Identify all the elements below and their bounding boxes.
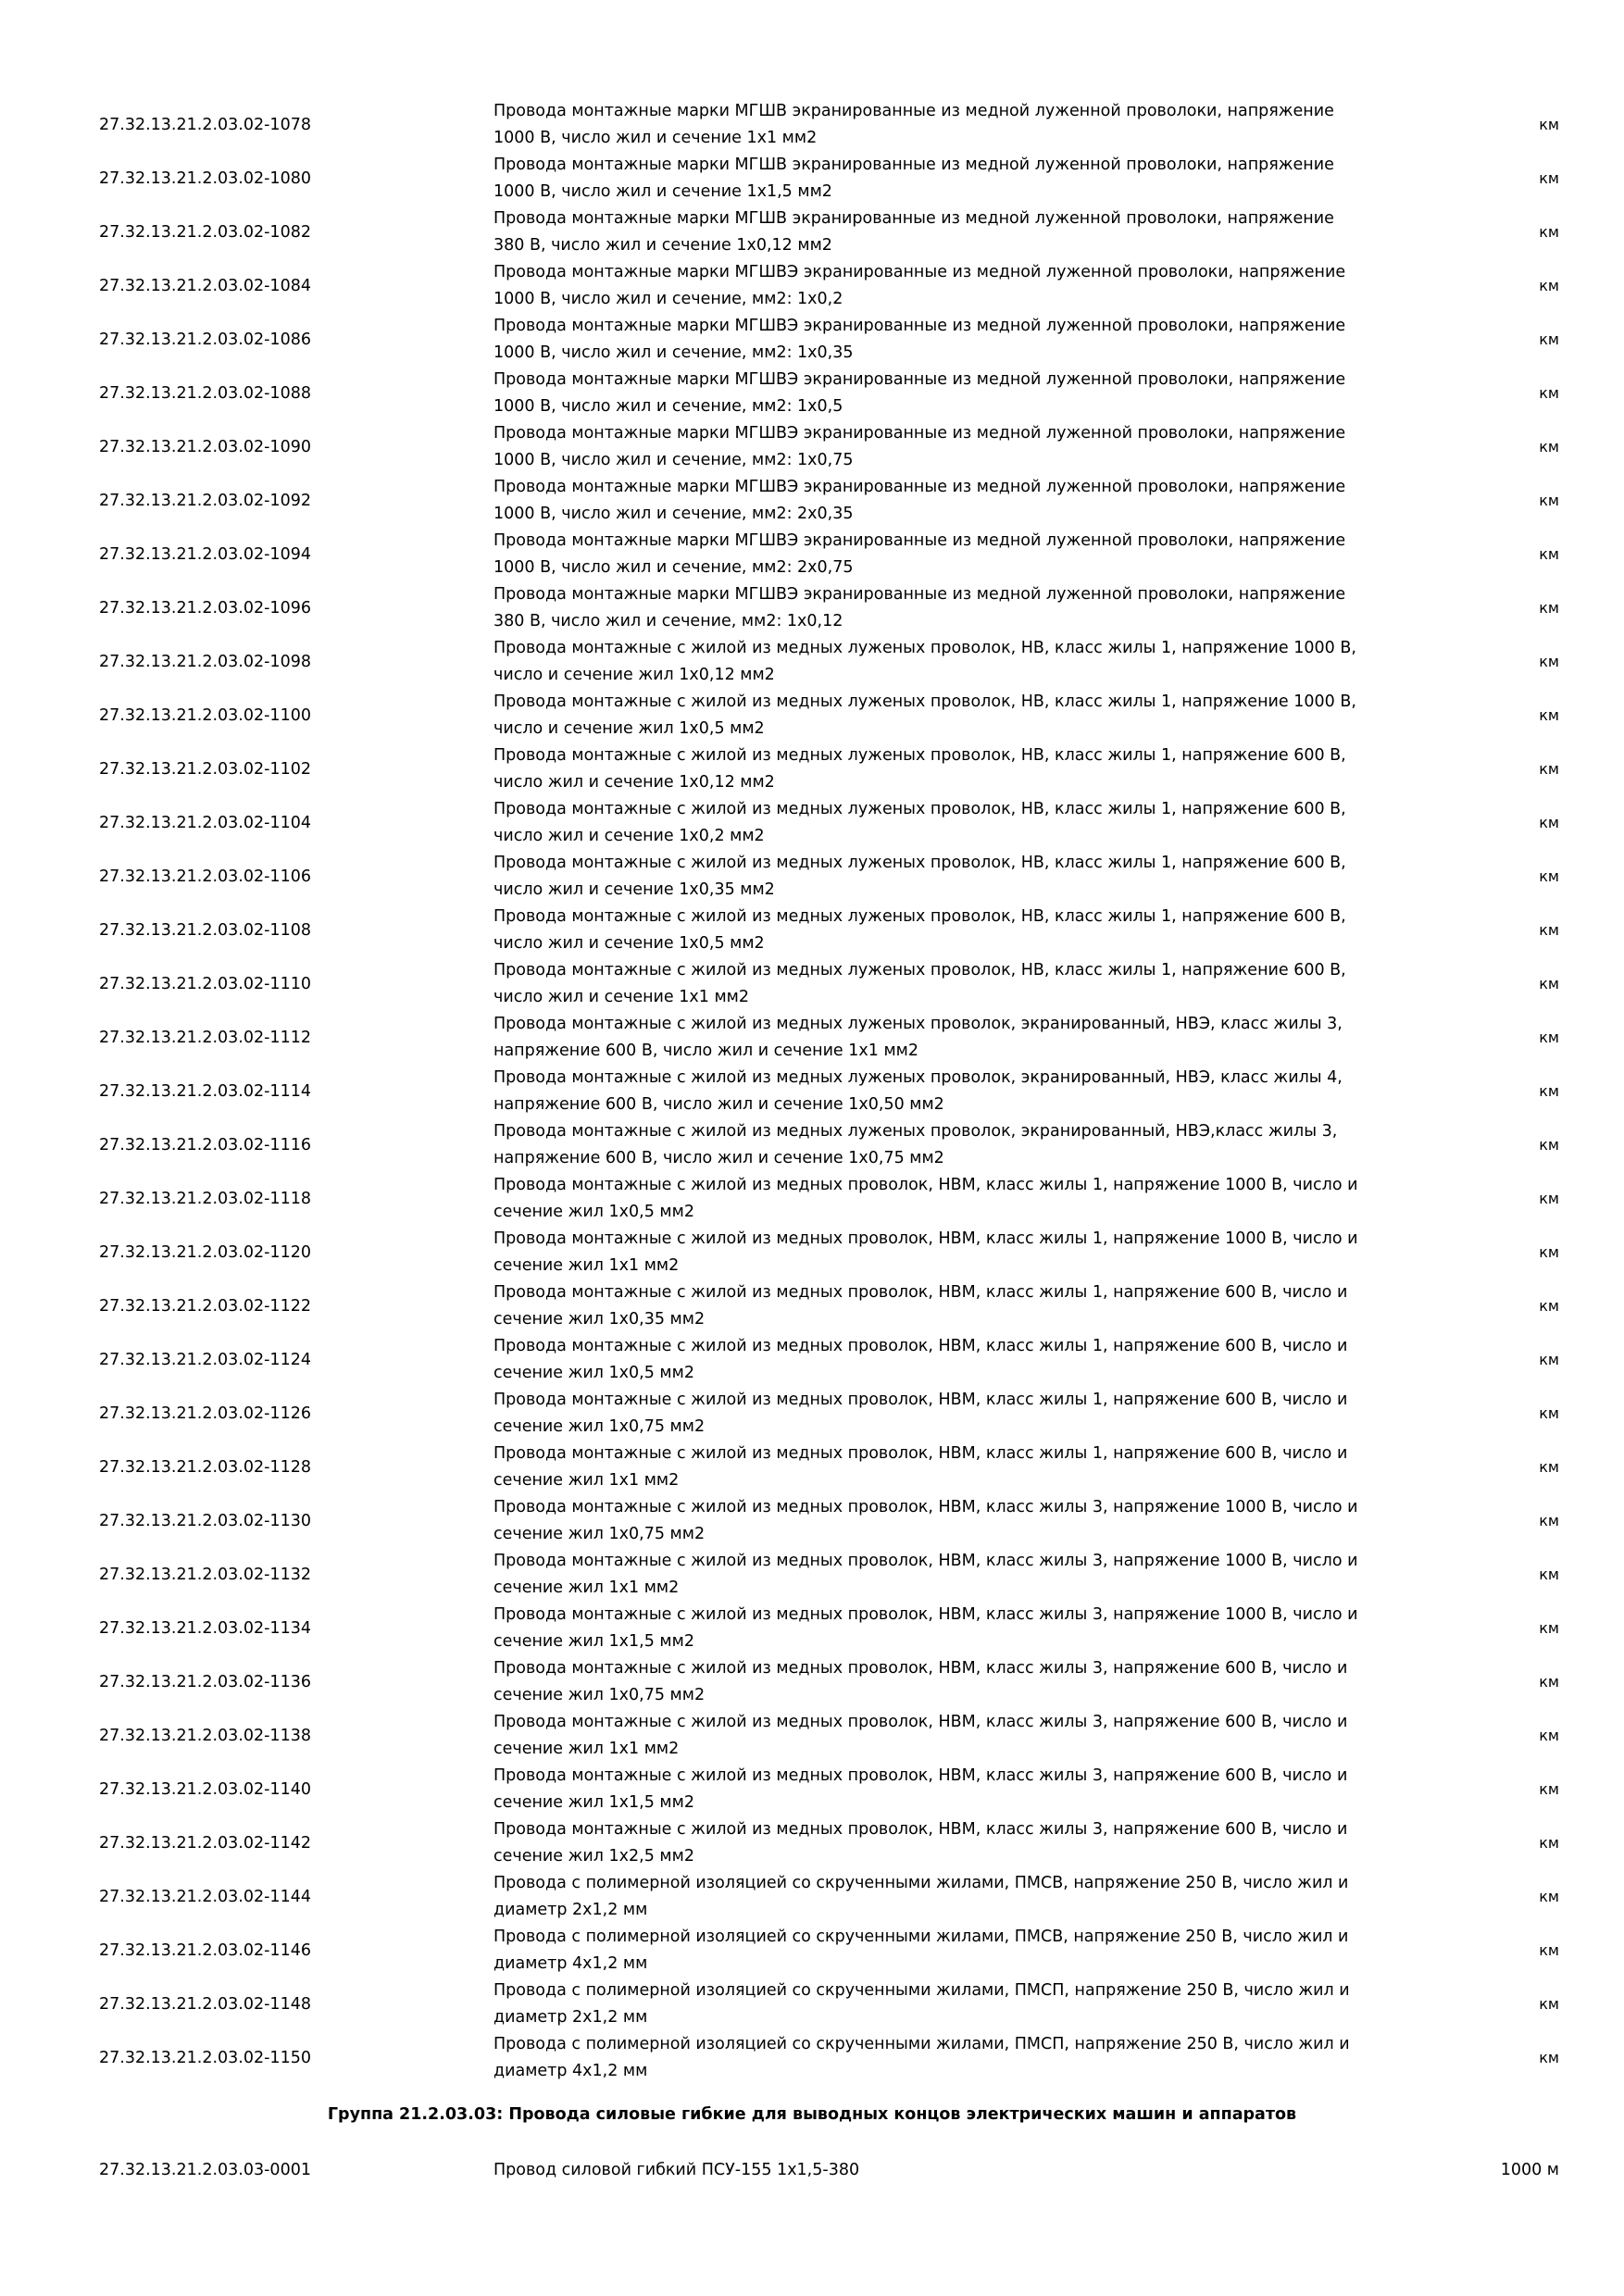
- resource-description: [493, 796, 1447, 849]
- description-line-1: Провода монтажные марки МГШВ экранированные из медной луженной проволоки, напряжение: [493, 209, 1334, 228]
- table-row: [0, 367, 1624, 420]
- description-line-2: сечение жил 1х0,75 мм2: [493, 1524, 706, 1543]
- table-row: [0, 689, 1624, 742]
- resource-unit: км: [1539, 1619, 1559, 1637]
- resource-description: [493, 1118, 1447, 1171]
- resource-description: [493, 1494, 1447, 1547]
- description-line-1: Провода монтажные с жилой из медных проволок, НВМ, класс жилы 1, напряжение 600 В, число и: [493, 1337, 1348, 1355]
- table-row: [0, 1709, 1624, 1763]
- description-line-2: сечение жил 1х1 мм2: [493, 1255, 680, 1275]
- resource-code: 27.32.13.21.2.03.02-1120: [99, 1243, 311, 1262]
- description-line-2: сечение жил 1х1 мм2: [493, 1470, 680, 1490]
- table-row: [0, 1279, 1624, 1333]
- resource-description: [493, 689, 1447, 742]
- resource-description: [493, 1924, 1447, 1977]
- resource-unit: км: [1539, 599, 1559, 617]
- description-line-1: Провода монтажные с жилой из медных проволок, НВМ, класс жилы 3, напряжение 600 В, число и: [493, 1659, 1348, 1678]
- resource-code: 27.32.13.21.2.03.02-1138: [99, 1727, 311, 1745]
- table-row: [0, 635, 1624, 689]
- resource-unit: км: [1539, 1673, 1559, 1691]
- description-line-2: число жил и сечение 1х0,12 мм2: [493, 772, 775, 792]
- description-line-1: Провода с полимерной изоляцией со скрученными жилами, ПМСВ, напряжение 250 В, число жил и: [493, 1928, 1349, 1946]
- description-line-1: Провода монтажные с жилой из медных проволок, НВМ, класс жилы 3, напряжение 600 В, число и: [493, 1820, 1348, 1839]
- description-line-1: Провода с полимерной изоляцией со скрученными жилами, ПМСВ, напряжение 250 В, число жил и: [493, 1874, 1349, 1892]
- description-line-1: Провода монтажные с жилой из медных проволок, НВМ, класс жилы 1, напряжение 600 В, число и: [493, 1391, 1348, 1409]
- table-row: [0, 742, 1624, 796]
- table-row: [0, 1870, 1624, 1924]
- resource-description: [493, 474, 1447, 527]
- resource-code: 27.32.13.21.2.03.02-1112: [99, 1029, 311, 1047]
- description-line-2: сечение жил 1х0,75 мм2: [493, 1685, 706, 1704]
- description-line-1: Провода монтажные с жилой из медных проволок, НВМ, класс жилы 3, напряжение 1000 В, число и: [493, 1498, 1358, 1516]
- resource-description: [493, 152, 1447, 205]
- resource-code: 27.32.13.21.2.03.02-1098: [99, 653, 311, 671]
- resource-code: 27.32.13.21.2.03.02-1104: [99, 814, 311, 832]
- resource-code: 27.32.13.21.2.03.02-1100: [99, 706, 311, 725]
- group-heading: Группа 21.2.03.03: Провода силовые гибкие для выводных концов электрических машин и аппаратов: [327, 2105, 1297, 2124]
- description-line-1: Провода монтажные с жилой из медных проволок, НВМ, класс жилы 3, напряжение 600 В, число и: [493, 1713, 1348, 1731]
- description-line-1: Провода монтажные с жилой из медных проволок, НВМ, класс жилы 3, напряжение 600 В, число и: [493, 1766, 1348, 1785]
- resource-unit: км: [1539, 1888, 1559, 1905]
- description-line-2: сечение жил 1х1 мм2: [493, 1578, 680, 1597]
- resource-unit: км: [1539, 1297, 1559, 1315]
- resource-unit: км: [1539, 384, 1559, 402]
- resource-unit: км: [1539, 1566, 1559, 1583]
- description-line-1: Провода монтажные с жилой из медных проволок, НВМ, класс жилы 3, напряжение 1000 В, число и: [493, 1552, 1358, 1570]
- description-line-1: Провода монтажные марки МГШВ экранированные из медной луженной проволоки, напряжение: [493, 156, 1334, 174]
- table-row: [0, 474, 1624, 528]
- description-line-2: диаметр 2х1,2 мм: [493, 1900, 648, 1919]
- table-row: [0, 1655, 1624, 1709]
- resource-code: 27.32.13.21.2.03.02-1096: [99, 599, 311, 618]
- resource-description: [493, 1655, 1447, 1708]
- resource-code: 27.32.13.21.2.03.02-1150: [99, 2049, 311, 2067]
- table-row: [0, 1118, 1624, 1172]
- resource-unit: км: [1539, 169, 1559, 187]
- resource-unit: 1000 м: [1500, 2161, 1559, 2179]
- resource-code: 27.32.13.21.2.03.02-1118: [99, 1190, 311, 1208]
- table-row: [0, 420, 1624, 474]
- resource-code: 27.32.13.21.2.03.02-1148: [99, 1995, 311, 2014]
- description-line-1: Провода монтажные марки МГШВЭ экранированные из медной луженной проволоки, напряжение: [493, 370, 1346, 389]
- description-line-2: 1000 В, число жил и сечение, мм2: 1х0,35: [493, 343, 854, 362]
- description-line-1: Провода монтажные с жилой из медных луженых проволок, экранированный, НВЭ, класс жилы 4,: [493, 1068, 1343, 1087]
- description-line-2: сечение жил 1х0,75 мм2: [493, 1416, 706, 1436]
- resource-unit: км: [1539, 116, 1559, 133]
- description-line-1: Провода монтажные с жилой из медных проволок, НВМ, класс жилы 3, напряжение 1000 В, число и: [493, 1605, 1358, 1624]
- table-row: [0, 957, 1624, 1011]
- description-line-1: Провода с полимерной изоляцией со скрученными жилами, ПМСП, напряжение 250 В, число жил и: [493, 2035, 1350, 2053]
- resource-description: [493, 581, 1447, 634]
- resource-description: [493, 1387, 1447, 1440]
- resource-unit: км: [1539, 653, 1559, 670]
- resource-description: [493, 742, 1447, 795]
- resource-code: 27.32.13.21.2.03.02-1094: [99, 545, 311, 564]
- resource-unit: км: [1539, 223, 1559, 241]
- table-row: [0, 1978, 1624, 2031]
- resource-description: [493, 1870, 1447, 1923]
- resource-unit: км: [1539, 921, 1559, 939]
- resource-code: 27.32.13.21.2.03.02-1110: [99, 975, 311, 993]
- resource-description: [493, 2031, 1447, 2084]
- description-line-2: сечение жил 1х1 мм2: [493, 1739, 680, 1758]
- resource-unit: км: [1539, 975, 1559, 992]
- resource-description: [493, 850, 1447, 903]
- table-row: [0, 796, 1624, 850]
- description-line-1: Провода монтажные марки МГШВЭ экранированные из медной луженной проволоки, напряжение: [493, 478, 1346, 496]
- description-line-2: 1000 В, число жил и сечение, мм2: 1х0,5: [493, 396, 843, 416]
- description-line-2: число жил и сечение 1х1 мм2: [493, 987, 749, 1006]
- table-row: [0, 206, 1624, 259]
- group-table-row: [0, 2152, 1624, 2189]
- resource-code: 27.32.13.21.2.03.02-1084: [99, 277, 311, 295]
- description-line-1: Провода монтажные с жилой из медных луженых проволок, НВ, класс жилы 1, напряжение 600 В,: [493, 907, 1346, 926]
- table-row: [0, 1924, 1624, 1978]
- resource-unit: км: [1539, 1029, 1559, 1046]
- resource-table: [0, 98, 1624, 2085]
- table-row: [0, 259, 1624, 313]
- table-row: [0, 1763, 1624, 1816]
- resource-unit: км: [1539, 1190, 1559, 1207]
- table-row: [0, 1065, 1624, 1118]
- resource-code: 27.32.13.21.2.03.02-1128: [99, 1458, 311, 1477]
- description-line-2: сечение жил 1х1,5 мм2: [493, 1631, 694, 1651]
- resource-description: [493, 313, 1447, 366]
- table-row: [0, 528, 1624, 581]
- description-line-2: напряжение 600 В, число жил и сечение 1х0,50 мм2: [493, 1094, 944, 1114]
- resource-description: [493, 1763, 1447, 1816]
- resource-unit: км: [1539, 492, 1559, 509]
- resource-description: [493, 1172, 1447, 1225]
- resource-description: [493, 1011, 1447, 1064]
- description-line-1: Провода монтажные с жилой из медных луженых проволок, НВ, класс жилы 1, напряжение 600 В,: [493, 854, 1346, 872]
- resource-description: [493, 1441, 1447, 1493]
- resource-description: [493, 1333, 1447, 1386]
- description-line-2: число жил и сечение 1х0,5 мм2: [493, 933, 765, 953]
- description-line-2: диаметр 2х1,2 мм: [493, 2007, 648, 2027]
- description-line-1: Провода монтажные с жилой из медных луженых проволок, НВ, класс жилы 1, напряжение 1000 В,: [493, 693, 1356, 711]
- resource-code: 27.32.13.21.2.03.02-1080: [99, 169, 311, 188]
- resource-description: [493, 635, 1447, 688]
- resource-unit: км: [1539, 277, 1559, 294]
- resource-unit: км: [1539, 867, 1559, 885]
- resource-code: 27.32.13.21.2.03.02-1114: [99, 1082, 311, 1101]
- description-line-1: Провода монтажные марки МГШВЭ экранированные из медной луженной проволоки, напряжение: [493, 585, 1346, 604]
- table-row: [0, 581, 1624, 635]
- description-line-2: 1000 В, число жил и сечение, мм2: 1х0,75: [493, 450, 854, 469]
- resource-code: 27.32.13.21.2.03.02-1086: [99, 331, 311, 349]
- table-row: [0, 1011, 1624, 1065]
- resource-code: 27.32.13.21.2.03.02-1124: [99, 1351, 311, 1369]
- description-line-2: напряжение 600 В, число жил и сечение 1х0,75 мм2: [493, 1148, 944, 1167]
- description-line-2: сечение жил 1х0,5 мм2: [493, 1363, 694, 1382]
- resource-code: 27.32.13.21.2.03.03-0001: [99, 2161, 311, 2179]
- resource-description: [493, 98, 1447, 151]
- description-line-1: Провода монтажные с жилой из медных проволок, НВМ, класс жилы 1, напряжение 600 В, число и: [493, 1444, 1348, 1463]
- resource-code: 27.32.13.21.2.03.02-1146: [99, 1941, 311, 1960]
- resource-unit: км: [1539, 814, 1559, 831]
- table-row: [0, 313, 1624, 367]
- resource-unit: км: [1539, 545, 1559, 563]
- resource-code: 27.32.13.21.2.03.02-1140: [99, 1780, 311, 1799]
- table-row: [0, 1602, 1624, 1655]
- table-row: [0, 1548, 1624, 1602]
- resource-unit: км: [1539, 1136, 1559, 1154]
- resource-unit: км: [1539, 1995, 1559, 2013]
- description-line-2: 1000 В, число жил и сечение, мм2: 1х0,2: [493, 289, 843, 308]
- description-line-2: число и сечение жил 1х0,5 мм2: [493, 718, 765, 738]
- resource-code: 27.32.13.21.2.03.02-1078: [99, 116, 311, 134]
- resource-code: 27.32.13.21.2.03.02-1106: [99, 867, 311, 886]
- resource-unit: км: [1539, 1458, 1559, 1476]
- resource-unit: км: [1539, 706, 1559, 724]
- resource-unit: км: [1539, 1404, 1559, 1422]
- table-row: [0, 1333, 1624, 1387]
- resource-description: [493, 367, 1447, 419]
- resource-code: 27.32.13.21.2.03.02-1126: [99, 1404, 311, 1423]
- resource-code: 27.32.13.21.2.03.02-1144: [99, 1888, 311, 1906]
- description-line-1: Провода монтажные с жилой из медных луженых проволок, экранированный, НВЭ, класс жилы 3,: [493, 1015, 1343, 1033]
- description-line-2: 380 В, число жил и сечение, мм2: 1х0,12: [493, 611, 843, 630]
- table-row: [0, 1387, 1624, 1441]
- resource-code: 27.32.13.21.2.03.02-1116: [99, 1136, 311, 1154]
- resource-unit: км: [1539, 1727, 1559, 1744]
- resource-code: 27.32.13.21.2.03.02-1132: [99, 1566, 311, 1584]
- description-line-2: сечение жил 1х0,5 мм2: [493, 1202, 694, 1221]
- description-line-1: Провода монтажные с жилой из медных луженых проволок, НВ, класс жилы 1, напряжение 1000 В,: [493, 639, 1356, 657]
- resource-description: Провод силовой гибкий ПСУ-155 1х1,5-380: [493, 2161, 860, 2179]
- description-line-2: диаметр 4х1,2 мм: [493, 1953, 648, 1973]
- resource-code: 27.32.13.21.2.03.02-1090: [99, 438, 311, 456]
- description-line-2: 380 В, число жил и сечение 1х0,12 мм2: [493, 235, 832, 255]
- description-line-1: Провода с полимерной изоляцией со скрученными жилами, ПМСП, напряжение 250 В, число жил и: [493, 1981, 1350, 2000]
- description-line-2: 1000 В, число жил и сечение 1х1,5 мм2: [493, 181, 832, 201]
- table-row: [0, 850, 1624, 904]
- resource-code: 27.32.13.21.2.03.02-1092: [99, 492, 311, 510]
- table-row: [0, 98, 1624, 152]
- resource-description: [493, 1602, 1447, 1654]
- description-line-1: Провода монтажные марки МГШВ экранированные из медной луженной проволоки, напряжение: [493, 102, 1334, 120]
- resource-description: [493, 259, 1447, 312]
- description-line-2: число и сечение жил 1х0,12 мм2: [493, 665, 775, 684]
- description-line-2: число жил и сечение 1х0,2 мм2: [493, 826, 765, 845]
- resource-description: [493, 420, 1447, 473]
- resource-code: 27.32.13.21.2.03.02-1082: [99, 223, 311, 242]
- description-line-2: диаметр 4х1,2 мм: [493, 2061, 648, 2080]
- resource-unit: км: [1539, 1243, 1559, 1261]
- description-line-2: 1000 В, число жил и сечение, мм2: 2х0,35: [493, 504, 854, 523]
- resource-description: [493, 1709, 1447, 1762]
- description-line-1: Провода монтажные марки МГШВЭ экранированные из медной луженной проволоки, напряжение: [493, 424, 1346, 443]
- description-line-1: Провода монтажные марки МГШВЭ экранированные из медной луженной проволоки, напряжение: [493, 263, 1346, 281]
- table-row: [0, 1172, 1624, 1226]
- description-line-2: 1000 В, число жил и сечение, мм2: 2х0,75: [493, 557, 854, 577]
- resource-unit: км: [1539, 1941, 1559, 1959]
- resource-code: 27.32.13.21.2.03.02-1108: [99, 921, 311, 940]
- description-line-2: сечение жил 1х1,5 мм2: [493, 1792, 694, 1812]
- table-row: [0, 904, 1624, 957]
- resource-description: [493, 1065, 1447, 1117]
- resource-unit: км: [1539, 1780, 1559, 1798]
- description-line-1: Провода монтажные марки МГШВЭ экранированные из медной луженной проволоки, напряжение: [493, 317, 1346, 335]
- table-row: [0, 152, 1624, 206]
- table-row: [0, 1816, 1624, 1870]
- table-row: [0, 1441, 1624, 1494]
- resource-unit: км: [1539, 331, 1559, 348]
- resource-code: 27.32.13.21.2.03.02-1088: [99, 384, 311, 403]
- description-line-1: Провода монтажные марки МГШВЭ экранированные из медной луженной проволоки, напряжение: [493, 531, 1346, 550]
- resource-unit: км: [1539, 2049, 1559, 2066]
- description-line-2: число жил и сечение 1х0,35 мм2: [493, 880, 775, 899]
- description-line-1: Провода монтажные с жилой из медных луженых проволок, НВ, класс жилы 1, напряжение 600 В,: [493, 961, 1346, 980]
- description-line-1: Провода монтажные с жилой из медных проволок, НВМ, класс жилы 1, напряжение 1000 В, число и: [493, 1229, 1358, 1248]
- description-line-1: Провода монтажные с жилой из медных проволок, НВМ, класс жилы 1, напряжение 1000 В, число и: [493, 1176, 1358, 1194]
- description-line-1: Провода монтажные с жилой из медных проволок, НВМ, класс жилы 1, напряжение 600 В, число и: [493, 1283, 1348, 1302]
- resource-code: 27.32.13.21.2.03.02-1134: [99, 1619, 311, 1638]
- description-line-2: сечение жил 1х0,35 мм2: [493, 1309, 706, 1329]
- resource-description: [493, 1816, 1447, 1869]
- resource-code: 27.32.13.21.2.03.02-1142: [99, 1834, 311, 1853]
- resource-unit: км: [1539, 438, 1559, 455]
- table-row: [0, 2031, 1624, 2085]
- resource-unit: км: [1539, 1082, 1559, 1100]
- table-row: [0, 1226, 1624, 1279]
- resource-code: 27.32.13.21.2.03.02-1136: [99, 1673, 311, 1691]
- description-line-2: напряжение 600 В, число жил и сечение 1х1 мм2: [493, 1041, 918, 1060]
- resource-description: [493, 528, 1447, 580]
- resource-description: [493, 206, 1447, 258]
- resource-code: 27.32.13.21.2.03.02-1130: [99, 1512, 311, 1530]
- description-line-2: 1000 В, число жил и сечение 1х1 мм2: [493, 128, 818, 147]
- resource-description: [493, 957, 1447, 1010]
- description-line-2: сечение жил 1х2,5 мм2: [493, 1846, 694, 1866]
- resource-description: [493, 1548, 1447, 1601]
- resource-description: [493, 1978, 1447, 2030]
- resource-unit: км: [1539, 1512, 1559, 1529]
- description-line-1: Провода монтажные с жилой из медных луженых проволок, НВ, класс жилы 1, напряжение 600 В,: [493, 746, 1346, 765]
- table-row: [0, 1494, 1624, 1548]
- resource-unit: км: [1539, 1834, 1559, 1852]
- resource-unit: км: [1539, 1351, 1559, 1368]
- description-line-1: Провода монтажные с жилой из медных луженых проволок, НВ, класс жилы 1, напряжение 600 В,: [493, 800, 1346, 818]
- description-line-1: Провода монтажные с жилой из медных луженых проволок, экранированный, НВЭ,класс жилы 3,: [493, 1122, 1338, 1141]
- resource-code: 27.32.13.21.2.03.02-1102: [99, 760, 311, 779]
- resource-description: [493, 904, 1447, 956]
- resource-description: [493, 1279, 1447, 1332]
- resource-unit: км: [1539, 760, 1559, 778]
- resource-description: [493, 1226, 1447, 1279]
- resource-code: 27.32.13.21.2.03.02-1122: [99, 1297, 311, 1316]
